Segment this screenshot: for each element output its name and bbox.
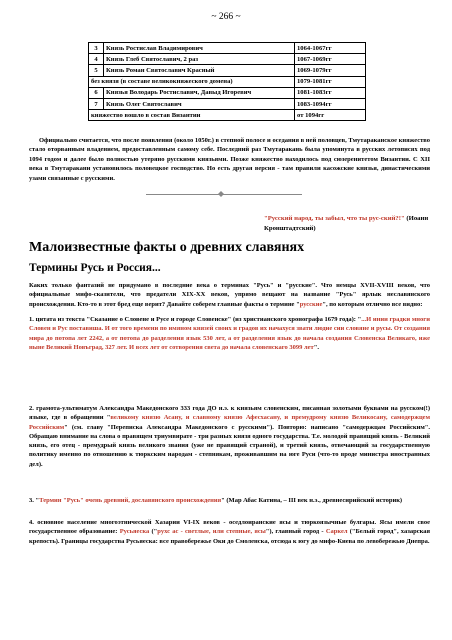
list-item: 2. грамота-ультиматум Александра Македонского 333 года ДО н.э. к князьям словенским, писанная золотыми буквами на русском(!) языке, где в обращении "великому князю Асану, и славному князю Афесхасану, и премудрому князю Великосану, самодержцем Российским" (см. главу "Переписка Александра Македонского с русскими"). Повторю: написано "самодержцам Российским". Обращаю внимание на слова о правящем триумвирате - три разных князя одного государства. Т.е. молодой правящий князь - Великий князь, его отец - премудрый князь великого звания (уже не правящий страной), и третий князь, отвечающий за государственную политику именно по отношению к тюркским народам - степнякам, проживавшим на юге Руси (что-то вроде министра иностранных дел). xyxy=(29,405,430,468)
table-row xyxy=(89,43,366,54)
row-number: 4 xyxy=(89,54,104,65)
page-number: ~ 266 ~ xyxy=(211,12,241,22)
table-row xyxy=(89,65,366,76)
table-row xyxy=(89,87,366,98)
ruler-name: княжество вошло в состав Византии xyxy=(89,110,295,121)
row-number: 7 xyxy=(89,98,104,109)
epigraph-text: "Русский народ, ты забыл, что ты рус-ский?!" xyxy=(264,215,405,222)
ruler-name: Князь Роман Святославич Красный xyxy=(104,65,295,76)
ruler-name: Князья Володарь Ростиславич, Давыд Игоревич xyxy=(104,87,295,98)
intro-paragraph: Каких только фантазий не придумано в последние века о терминах "Русь" и "русские". Что немцы XVII-XVIII веков, что официальные мифо-сказители, что предатели XIX-XX веков, упрямо вещают на название "Русь" ярлык неславянского происхождения. Кто-то в этот бред еще верит? Давайте соберем главные факты о термине "русские", по которым отлично все видно: xyxy=(29,282,430,308)
list-item: 1. цитата из текста "Сказание о Словене и Русе и городе Словенске" (из христианского хронографа 1679 года): "...И инии градки многи Словен и Рус поставиша. И от того времени по имяном князей своих и градов их начахуся звати людие сии словяне и русы. От создания мира до потопа лет 2242, а от потопа до разделения язык 530 лет, а от разделения язык до начала создания Словенска Великаго, иже ныне Великий Новъград, 327 лет. И всех лет от сотворения света до начала словенскаго 3099 лет". xyxy=(29,316,430,351)
ornament-icon xyxy=(218,191,224,197)
section-separator xyxy=(146,191,302,197)
reign-years: 1064-1067гг xyxy=(295,43,366,54)
row-number: 6 xyxy=(89,87,104,98)
table-row xyxy=(89,76,366,87)
list-item: 3. "Термин "Русь" очень древний, дославянского происхождения" (Мар Абас Катина, – III век н.э., древнесирийский историк) xyxy=(29,497,403,504)
row-number: 5 xyxy=(89,65,104,76)
row-number: 3 xyxy=(89,43,104,54)
section-heading: Малоизвестные факты о древних славянях xyxy=(29,240,305,255)
table-row xyxy=(89,54,366,65)
reign-years: 1079-1081гг xyxy=(295,76,366,87)
epigraph-author: (Иоанн Кронштадтский) xyxy=(264,215,429,232)
reign-years: 1081-1083гг xyxy=(295,87,366,98)
subsection-heading: Термины Русь и Россия... xyxy=(29,262,161,274)
reign-years: 1083-1094гг xyxy=(295,98,366,109)
epigraph xyxy=(264,214,434,234)
ruler-name: Князь Ростислав Владимирович xyxy=(104,43,295,54)
ruler-name: без князя (в составе великокняжеского домена) xyxy=(89,76,295,87)
table-row xyxy=(89,110,366,121)
reign-years: 1069-1079гг xyxy=(295,65,366,76)
table-row xyxy=(89,98,366,109)
reign-years: от 1094гг xyxy=(295,110,366,121)
paragraph-tmutarakan: Официально считается, что после появления (около 1050г.) в степной полосе и оседания в ней половцев, Тмутараканское княжество стало оторванным владением, предоставленным самому себе. Последний раз Тмутаракань была упомянута в русских летописях под 1094 годом и далее было полностью утеряно русскими князьями. Позже княжество находилось под сюзеренитетом Византии. С XII века в Тмутаракани установилось половецкое господство. Но есть другая версия - там правили касожские князья, династическими узами связанные с русскими. xyxy=(29,137,430,182)
list-item: 4. основное население многоэтнической Хазарии VI-IX веков - оседлоиранские ясы и тюркоязычные булгары. Ясы имели свое государственное образование: Русьяеска ("рухс ас - светлые, или степные, ясы"), главный город - Саркел ("Белый город", хазарская крепость). Границы государства Русьяеска: все правобережье Оки до Смоленска, отсюда к югу до мифо-Киева по левобережью Днепра. xyxy=(29,519,430,545)
ruler-name: Князь Олег Святославич xyxy=(104,98,295,109)
ruler-name: Князь Глеб Святославич, 2 раз xyxy=(104,54,295,65)
reign-table xyxy=(88,42,366,121)
reign-years: 1067-1069гг xyxy=(295,54,366,65)
